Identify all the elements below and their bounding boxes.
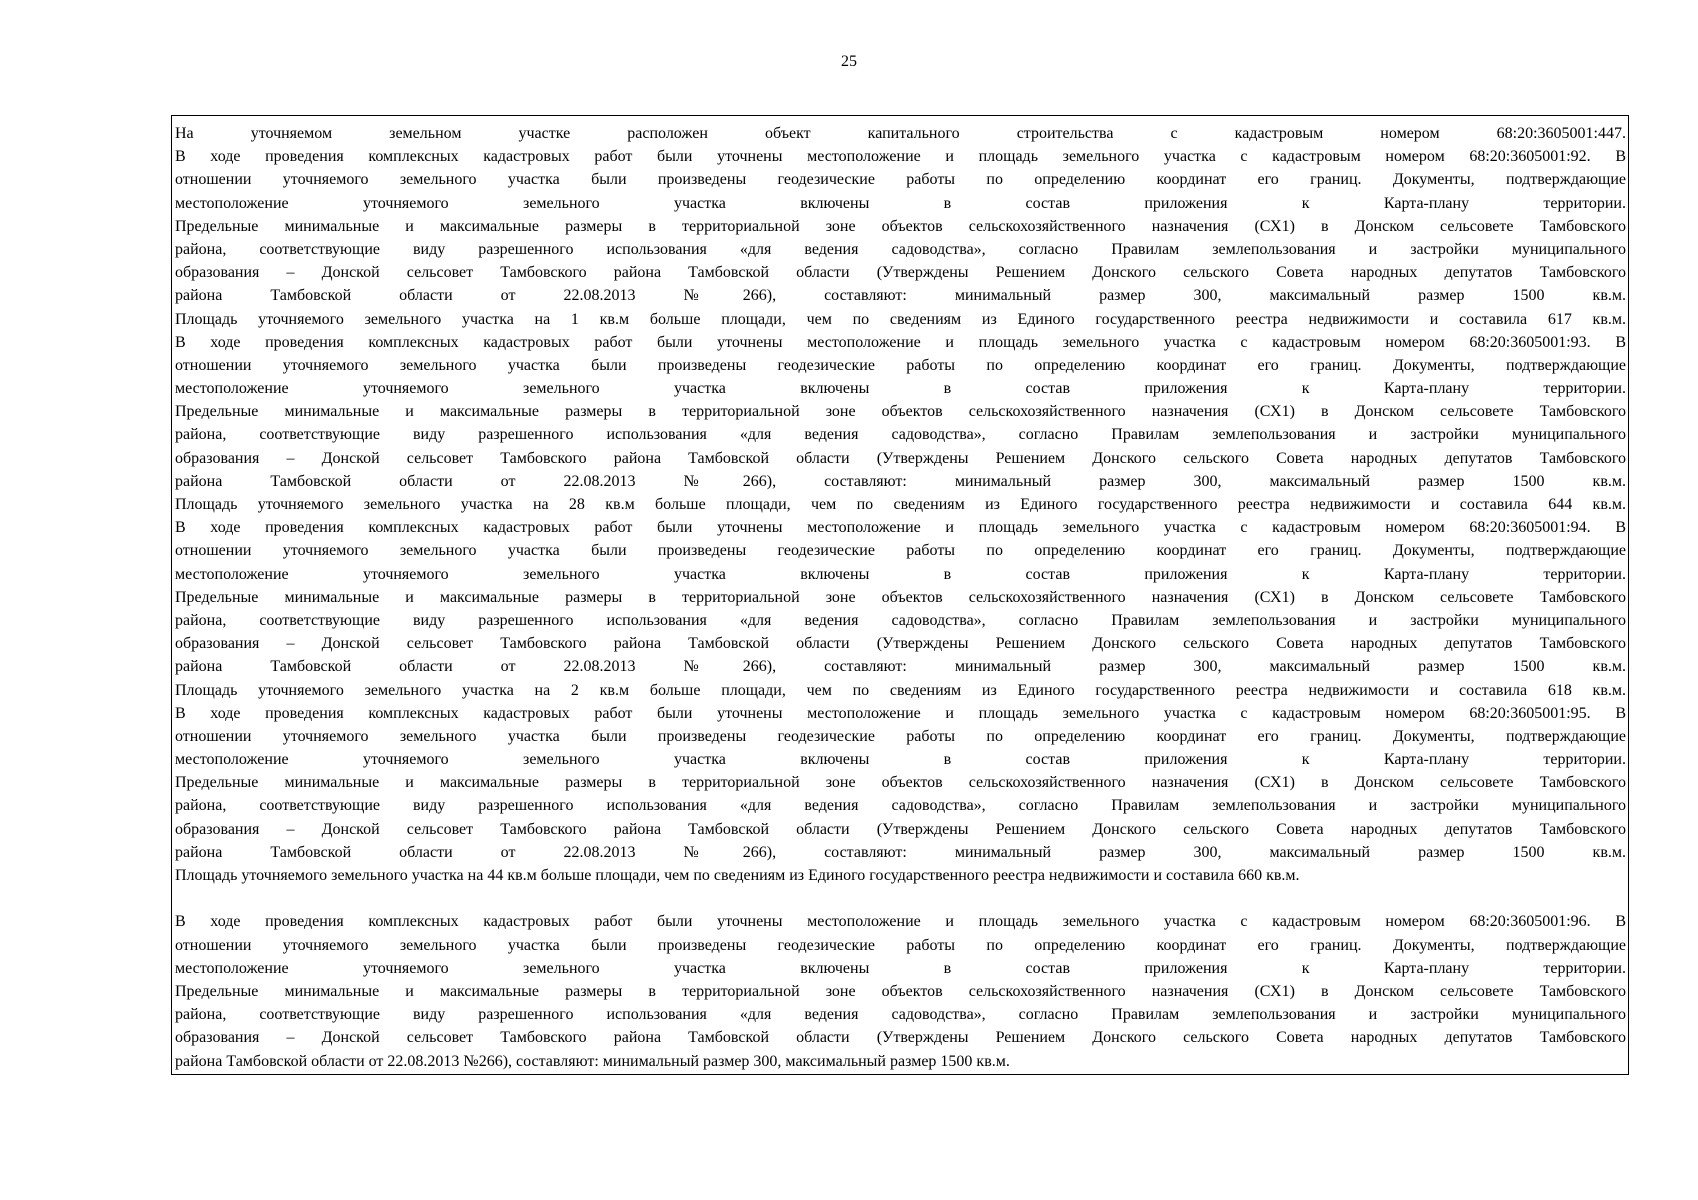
text-line: района Тамбовской области от 22.08.2013 №266), составляют: минимальный размер 300, максимальный размер 1500 кв.м. bbox=[175, 472, 1626, 490]
text-line: На уточняемом земельном участке расположен объект капитального строительства с кадастровым номером 68:20:3605001:447. bbox=[175, 125, 1626, 142]
text-line: района Тамбовской области от 22.08.2013 №266), составляют: минимальный размер 300, максимальный размер 1500 кв.м. bbox=[175, 843, 1626, 861]
text-line: района, соответствующие виду разрешенного использования «для ведения садоводства», согласно Правилам землепользования и застройки муниципального bbox=[175, 426, 1626, 444]
text-line: Предельные минимальные и максимальные размеры в территориальной зоне объектов сельскохозяйственного назначения (СХ1) в Донском сельсовете Тамбовского bbox=[175, 588, 1626, 606]
text-line: района, соответствующие виду разрешенного использования «для ведения садоводства», согласно Правилам землепользования и застройки муниципального bbox=[175, 611, 1626, 629]
text-line: отношении уточняемого земельного участка были произведены геодезические работы по определению координат его границ. Документы, подтверждающие bbox=[175, 542, 1626, 560]
text-line: местоположение уточняемого земельного участка включены в состав приложения к Карта-плану территории. bbox=[175, 751, 1626, 769]
text-line: района, соответствующие виду разрешенного использования «для ведения садоводства», согласно Правилам землепользования и застройки муниципального bbox=[175, 240, 1626, 258]
page-number: 25 bbox=[841, 53, 857, 70]
text-line: района, соответствующие виду разрешенного использования «для ведения садоводства», согласно Правилам землепользования и застройки муниципального bbox=[175, 797, 1626, 815]
text-body bbox=[175, 122, 1626, 1073]
text-line: отношении уточняемого земельного участка были произведены геодезические работы по определению координат его границ. Документы, подтверждающие bbox=[175, 727, 1626, 745]
text-line: В ходе проведения комплексных кадастровых работ были уточнены местоположение и площадь земельного участка с кадастровым номером 68:20:3605001:96. В bbox=[175, 913, 1626, 931]
text-line: Площадь уточняемого земельного участка на 44 кв.м больше площади, чем по сведениям из Единого государственного реестра недвижимости и составила 660 кв.м. bbox=[175, 867, 1300, 884]
text-line: местоположение уточняемого земельного участка включены в состав приложения к Карта-плану территории. bbox=[175, 959, 1626, 977]
text-line: В ходе проведения комплексных кадастровых работ были уточнены местоположение и площадь земельного участка с кадастровым номером 68:20:3605001:93. В bbox=[175, 333, 1626, 351]
text-line: В ходе проведения комплексных кадастровых работ были уточнены местоположение и площадь земельного участка с кадастровым номером 68:20:3605001:92. В bbox=[175, 148, 1626, 166]
text-line: района Тамбовской области от 22.08.2013 №266), составляют: минимальный размер 300, максимальный размер 1500 кв.м. bbox=[175, 658, 1626, 676]
text-line: отношении уточняемого земельного участка были произведены геодезические работы по определению координат его границ. Документы, подтверждающие bbox=[175, 171, 1626, 189]
blank-line bbox=[175, 887, 1626, 910]
text-line: Предельные минимальные и максимальные размеры в территориальной зоне объектов сельскохозяйственного назначения (СХ1) в Донском сельсовете Тамбовского bbox=[175, 217, 1626, 235]
text-line: образования – Донской сельсовет Тамбовского района Тамбовской области (Утверждены Решением Донского сельского Совета народных депутатов Тамбовского bbox=[175, 449, 1626, 467]
text-line: района Тамбовской области от 22.08.2013 №266), составляют: минимальный размер 300, максимальный размер 1500 кв.м. bbox=[175, 1052, 1010, 1070]
text-line: образования – Донской сельсовет Тамбовского района Тамбовской области (Утверждены Решением Донского сельского Совета народных депутатов Тамбовского bbox=[175, 1029, 1626, 1047]
text-line: местоположение уточняемого земельного участка включены в состав приложения к Карта-плану территории. bbox=[175, 565, 1626, 583]
text-line: Площадь уточняемого земельного участка на 28 кв.м больше площади, чем по сведениям из Единого государственного реестра недвижимости и составила 644 кв.м. bbox=[175, 496, 1626, 513]
text-frame bbox=[171, 115, 1629, 1075]
text-line: местоположение уточняемого земельного участка включены в состав приложения к Карта-плану территории. bbox=[175, 194, 1626, 212]
text-line: Предельные минимальные и максимальные размеры в территориальной зоне объектов сельскохозяйственного назначения (СХ1) в Донском сельсовете Тамбовского bbox=[175, 982, 1626, 1000]
text-line: отношении уточняемого земельного участка были произведены геодезические работы по определению координат его границ. Документы, подтверждающие bbox=[175, 356, 1626, 374]
text-line: отношении уточняемого земельного участка были произведены геодезические работы по определению координат его границ. Документы, подтверждающие bbox=[175, 936, 1626, 954]
text-line: Предельные минимальные и максимальные размеры в территориальной зоне объектов сельскохозяйственного назначения (СХ1) в Донском сельсовете Тамбовского bbox=[175, 774, 1626, 792]
text-line: образования – Донской сельсовет Тамбовского района Тамбовской области (Утверждены Решением Донского сельского Совета народных депутатов Тамбовского bbox=[175, 264, 1626, 282]
text-line: местоположение уточняемого земельного участка включены в состав приложения к Карта-плану территории. bbox=[175, 380, 1626, 398]
text-line: района, соответствующие виду разрешенного использования «для ведения садоводства», согласно Правилам землепользования и застройки муниципального bbox=[175, 1006, 1626, 1024]
text-line: образования – Донской сельсовет Тамбовского района Тамбовской области (Утверждены Решением Донского сельского Совета народных депутатов Тамбовского bbox=[175, 820, 1626, 838]
text-line: Площадь уточняемого земельного участка на 1 кв.м больше площади, чем по сведениям из Единого государственного реестра недвижимости и составила 617 кв.м. bbox=[175, 310, 1626, 328]
text-line: образования – Донской сельсовет Тамбовского района Тамбовской области (Утверждены Решением Донского сельского Совета народных депутатов Тамбовского bbox=[175, 635, 1626, 653]
text-line: В ходе проведения комплексных кадастровых работ были уточнены местоположение и площадь земельного участка с кадастровым номером 68:20:3605001:95. В bbox=[175, 704, 1626, 722]
text-line: Площадь уточняемого земельного участка на 2 кв.м больше площади, чем по сведениям из Единого государственного реестра недвижимости и составила 618 кв.м. bbox=[175, 681, 1626, 699]
text-line: В ходе проведения комплексных кадастровых работ были уточнены местоположение и площадь земельного участка с кадастровым номером 68:20:3605001:94. В bbox=[175, 519, 1626, 537]
text-line: Предельные минимальные и максимальные размеры в территориальной зоне объектов сельскохозяйственного назначения (СХ1) в Донском сельсовете Тамбовского bbox=[175, 403, 1626, 421]
text-line: района Тамбовской области от 22.08.2013 №266), составляют: минимальный размер 300, максимальный размер 1500 кв.м. bbox=[175, 287, 1626, 305]
